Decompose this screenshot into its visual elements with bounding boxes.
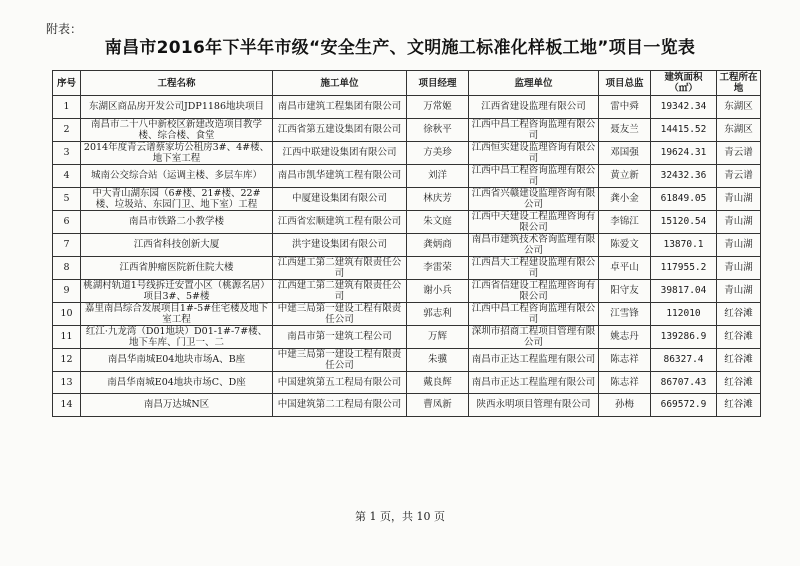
cell-chief-supervisor: 雷中舜 <box>599 96 651 119</box>
cell-builder: 江西中联建设集团有限公司 <box>273 141 407 164</box>
cell-location: 红谷滩 <box>717 302 761 325</box>
cell-supervisor-unit: 江西中昌工程咨询监理有限公司 <box>469 302 599 325</box>
col-header-area: 建筑面积（㎡） <box>651 71 717 96</box>
table-row <box>53 187 761 210</box>
cell-no: 14 <box>53 394 81 417</box>
cell-supervisor-unit: 南昌市正达工程监理有限公司 <box>469 348 599 371</box>
table-row <box>53 371 761 394</box>
cell-location: 红谷滩 <box>717 371 761 394</box>
cell-builder: 江西建工第二建筑有限责任公司 <box>273 256 407 279</box>
page-title: 南昌市2016年下半年市级“安全生产、文明施工标准化样板工地”项目一览表 <box>104 38 696 58</box>
cell-chief-supervisor: 陈爱文 <box>599 233 651 256</box>
cell-project: 南昌华南城E04地块市场A、B座 <box>81 348 273 371</box>
table-row <box>53 210 761 233</box>
col-header-builder: 施工单位 <box>273 71 407 96</box>
cell-location: 青山湖 <box>717 187 761 210</box>
cell-manager: 方美珍 <box>407 141 469 164</box>
cell-manager: 龚炳商 <box>407 233 469 256</box>
cell-location: 红谷滩 <box>717 325 761 348</box>
cell-supervisor-unit: 南昌市建筑技术咨询监理有限公司 <box>469 233 599 256</box>
table-row <box>53 141 761 164</box>
table-row <box>53 118 761 141</box>
cell-chief-supervisor: 陈志祥 <box>599 348 651 371</box>
cell-area: 13870.1 <box>651 233 717 256</box>
col-header-manager: 项目经理 <box>407 71 469 96</box>
cell-location: 红谷滩 <box>717 394 761 417</box>
cell-project: 南昌市二十八中新校区新建改造项目教学楼、综合楼、食堂 <box>81 118 273 141</box>
cell-area: 32432.36 <box>651 164 717 187</box>
cell-no: 6 <box>53 210 81 233</box>
table-row <box>53 233 761 256</box>
cell-manager: 李雷荣 <box>407 256 469 279</box>
page-footer: 第 1 页，共 10 页 <box>355 510 445 523</box>
cell-area: 14415.52 <box>651 118 717 141</box>
cell-location: 红谷滩 <box>717 348 761 371</box>
cell-supervisor-unit: 江西省建设监理有限公司 <box>469 96 599 119</box>
cell-project: 2014年度青云谱蔡家坊公租房3#、4#楼、地下室工程 <box>81 141 273 164</box>
cell-project: 南昌华南城E04地块市场C、D座 <box>81 371 273 394</box>
cell-location: 青云谱 <box>717 164 761 187</box>
cell-manager: 朱骥 <box>407 348 469 371</box>
cell-builder: 南昌市建筑工程集团有限公司 <box>273 96 407 119</box>
cell-project: 江西省科技创新大厦 <box>81 233 273 256</box>
project-table <box>52 70 761 417</box>
table-row <box>53 394 761 417</box>
cell-builder: 江西省第五建设集团有限公司 <box>273 118 407 141</box>
cell-location: 东湖区 <box>717 118 761 141</box>
cell-area: 86327.4 <box>651 348 717 371</box>
table-row <box>53 256 761 279</box>
cell-area: 61849.05 <box>651 187 717 210</box>
cell-builder: 洪宇建设集团有限公司 <box>273 233 407 256</box>
cell-no: 3 <box>53 141 81 164</box>
cell-project: 嘉里南昌综合发展项目1#-5#住宅楼及地下室工程 <box>81 302 273 325</box>
cell-chief-supervisor: 阳守友 <box>599 279 651 302</box>
table-row <box>53 164 761 187</box>
cell-project: 东湖区商品房开发公司JDP1186地块项目 <box>81 96 273 119</box>
cell-builder: 中建三局第一建设工程有限责任公司 <box>273 302 407 325</box>
cell-manager: 林庆芳 <box>407 187 469 210</box>
table-row <box>53 348 761 371</box>
cell-no: 2 <box>53 118 81 141</box>
cell-area: 86707.43 <box>651 371 717 394</box>
cell-builder: 南昌市第一建筑工程公司 <box>273 325 407 348</box>
col-header-supervisor-unit: 监理单位 <box>469 71 599 96</box>
cell-manager: 刘洋 <box>407 164 469 187</box>
cell-location: 青山湖 <box>717 279 761 302</box>
cell-builder: 中国建筑第五工程局有限公司 <box>273 371 407 394</box>
cell-chief-supervisor: 龚小金 <box>599 187 651 210</box>
col-header-no: 序号 <box>53 71 81 96</box>
cell-location: 青山湖 <box>717 233 761 256</box>
cell-builder: 江西省宏顺建筑工程有限公司 <box>273 210 407 233</box>
cell-project: 城南公交综合站（运调主楼、多层车库） <box>81 164 273 187</box>
cell-location: 东湖区 <box>717 96 761 119</box>
cell-project: 桃湖村轨道1号线拆迁安置小区（桃源名居）项目3#、5#楼 <box>81 279 273 302</box>
cell-no: 5 <box>53 187 81 210</box>
cell-supervisor-unit: 江西中昌工程咨询监理有限公司 <box>469 164 599 187</box>
table-header-row <box>53 71 761 96</box>
cell-no: 9 <box>53 279 81 302</box>
col-header-chief-supervisor: 项目总监 <box>599 71 651 96</box>
cell-supervisor-unit: 江西昌大工程建设监理有限公司 <box>469 256 599 279</box>
cell-area: 39817.04 <box>651 279 717 302</box>
cell-supervisor-unit: 深圳市招商工程项目管理有限公司 <box>469 325 599 348</box>
cell-area: 19342.34 <box>651 96 717 119</box>
cell-manager: 朱文庭 <box>407 210 469 233</box>
cell-area: 19624.31 <box>651 141 717 164</box>
cell-location: 青山湖 <box>717 210 761 233</box>
cell-supervisor-unit: 南昌市正达工程监理有限公司 <box>469 371 599 394</box>
cell-supervisor-unit: 江西省信建设工程监理咨询有限公司 <box>469 279 599 302</box>
cell-chief-supervisor: 姚志丹 <box>599 325 651 348</box>
cell-manager: 徐秋平 <box>407 118 469 141</box>
table-row <box>53 325 761 348</box>
cell-area: 112010 <box>651 302 717 325</box>
cell-no: 4 <box>53 164 81 187</box>
cell-area: 669572.9 <box>651 394 717 417</box>
cell-project: 红江·九龙湾（D01地块）D01-1#-7#楼、地下车库、门卫一、二 <box>81 325 273 348</box>
cell-location: 青山湖 <box>717 256 761 279</box>
cell-chief-supervisor: 江雪锋 <box>599 302 651 325</box>
col-header-location: 工程所在地 <box>717 71 761 96</box>
cell-area: 15120.54 <box>651 210 717 233</box>
table-row <box>53 279 761 302</box>
cell-location: 青云谱 <box>717 141 761 164</box>
cell-chief-supervisor: 李锦江 <box>599 210 651 233</box>
cell-manager: 郭志利 <box>407 302 469 325</box>
cell-supervisor-unit: 江西中天建设工程监理咨询有限公司 <box>469 210 599 233</box>
cell-chief-supervisor: 卓平山 <box>599 256 651 279</box>
cell-manager: 万辉 <box>407 325 469 348</box>
cell-supervisor-unit: 江西恒实建设监理咨询有限公司 <box>469 141 599 164</box>
cell-no: 10 <box>53 302 81 325</box>
cell-builder: 中建三局第一建设工程有限责任公司 <box>273 348 407 371</box>
table-row <box>53 302 761 325</box>
cell-project: 南昌万达城N区 <box>81 394 273 417</box>
cell-project: 南昌市铁路二小教学楼 <box>81 210 273 233</box>
attachment-label: 附表： <box>46 22 83 36</box>
cell-area: 117955.2 <box>651 256 717 279</box>
cell-area: 139286.9 <box>651 325 717 348</box>
table-row <box>53 96 761 119</box>
cell-manager: 曹凤新 <box>407 394 469 417</box>
cell-no: 8 <box>53 256 81 279</box>
col-header-project: 工程名称 <box>81 71 273 96</box>
cell-manager: 万常姬 <box>407 96 469 119</box>
cell-chief-supervisor: 孙梅 <box>599 394 651 417</box>
cell-supervisor-unit: 江西省兴赣建设监理咨询有限公司 <box>469 187 599 210</box>
cell-manager: 戴良辉 <box>407 371 469 394</box>
cell-no: 1 <box>53 96 81 119</box>
cell-chief-supervisor: 黄立新 <box>599 164 651 187</box>
cell-no: 13 <box>53 371 81 394</box>
cell-builder: 江西建工第二建筑有限责任公司 <box>273 279 407 302</box>
cell-chief-supervisor: 邓国强 <box>599 141 651 164</box>
cell-supervisor-unit: 陕西永明项目管理有限公司 <box>469 394 599 417</box>
cell-chief-supervisor: 聂友兰 <box>599 118 651 141</box>
cell-no: 11 <box>53 325 81 348</box>
cell-project: 江西省肿瘤医院新住院大楼 <box>81 256 273 279</box>
cell-no: 12 <box>53 348 81 371</box>
cell-chief-supervisor: 陈志祥 <box>599 371 651 394</box>
cell-builder: 中国建筑第二工程局有限公司 <box>273 394 407 417</box>
cell-manager: 谢小兵 <box>407 279 469 302</box>
cell-project: 中大青山湖东园（6#楼、21#楼、22#楼、垃圾站、东园门卫、地下室）工程 <box>81 187 273 210</box>
cell-builder: 中厦建设集团有限公司 <box>273 187 407 210</box>
cell-supervisor-unit: 江西中昌工程咨询监理有限公司 <box>469 118 599 141</box>
cell-no: 7 <box>53 233 81 256</box>
cell-builder: 南昌市凯华建筑工程有限公司 <box>273 164 407 187</box>
